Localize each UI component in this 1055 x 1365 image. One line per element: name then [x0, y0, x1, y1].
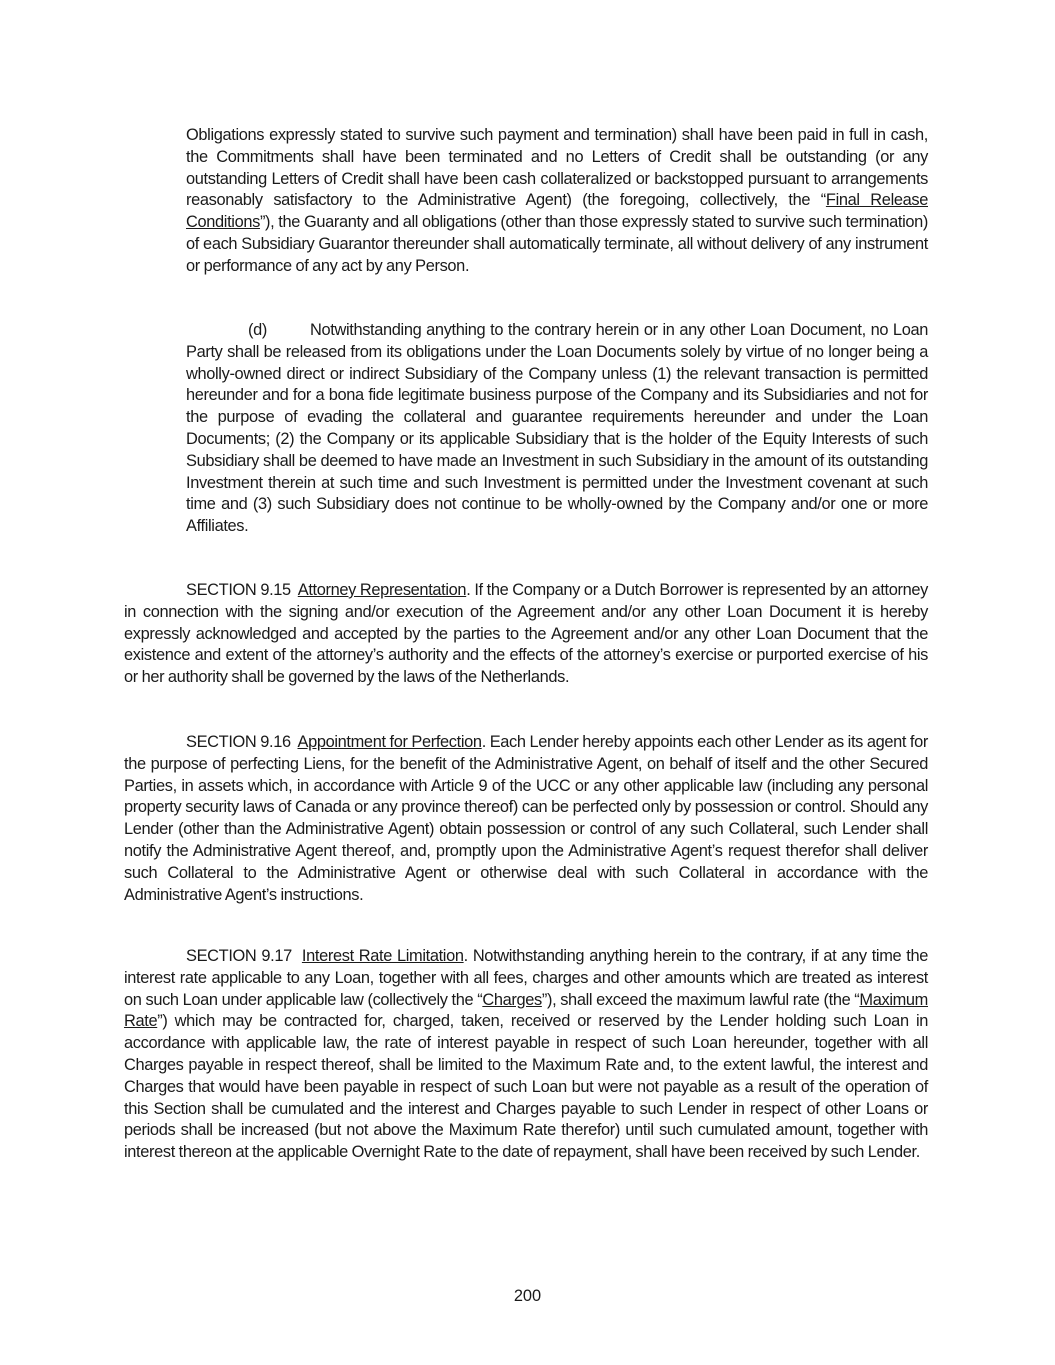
- paragraph-d-text: Notwithstanding anything to the contrary herein or in any other Loan Document, no Loan Party shall be released from its obligations under the Loan Documents solely by virtue of no longer being a wholly-owned direct or indirect Subsidiary of the Company unless (1) the relevant transaction is permitted hereunder and for a bona fide legitimate business purpose of the Company and its Subsidiaries and not for the purpose of evading the collateral and guarantee requirements hereunder and under the Loan Documents; (2) the Company or its applicable Subsidiary that is the holder of the Equity Interests of such Subsidiary shall be deemed to have made an Investment in such Subsidiary in the amount of its outstanding Investment therein at such time and such Investment is permitted under the Investment covenant at such time and (3) such Subsidiary does not continue to be wholly-owned by the Company and/or one or more Affiliates.: [186, 321, 928, 536]
- section-9-16-text: . Each Lender hereby appoints each other Lender as its agent for the purpose of perfecting Liens, for the benefit of the Administrative Agent, on behalf of itself and the other Secured Parties, in assets which, in accordance with Article 9 of the UCC or any other applicable law (including any personal property security laws of Canada or any province thereof) can be perfected only by possession or control. Should any Lender (other than the Administrative Agent) obtain possession or control of any such Collateral, such Lender shall notify the Administrative Agent thereof, and, promptly upon the Administrative Agent’s request therefor shall deliver such Collateral to the Administrative Agent or otherwise deal with such Collateral in accordance with the Administrative Agent’s instructions.: [124, 733, 928, 904]
- defined-term-charges: Charges: [482, 990, 542, 1009]
- section-9-16-heading: Appointment for Perfection: [297, 733, 482, 751]
- section-9-16: [124, 732, 928, 906]
- section-9-17-heading: Interest Rate Limitation: [301, 947, 464, 965]
- section-9-16-number: SECTION 9.16: [186, 733, 291, 751]
- paragraph-d: [186, 320, 928, 538]
- section-9-15-text: . If the Company or a Dutch Borrower is represented by an attorney in connection with the signing and/or execution of the Agreement and/or any other Loan Document it is hereby expressly acknowledged and accepted by the parties to the Agreement and/or any other Loan Document that the existence and extent of the attorney’s authority and the effects of the attorney’s exercise or purported exercise of his or her authority shall be governed by the laws of the Netherlands.: [124, 581, 928, 687]
- paragraph-c-text-part1: Obligations expressly stated to survive such payment and termination) shall have been paid in full in cash, the Commitments shall have been terminated and no Letters of Credit shall be outstanding (or any outstanding Letters of Credit shall have been cash collateralized or backstopped pursuant to arrangements reasonably satisfactory to the Administrative Agent) (the foregoing, collectively, the “: [186, 126, 928, 210]
- section-9-17-text-2: ”), shall exceed the maximum lawful rate (the “: [541, 990, 860, 1009]
- paragraph-c-continuation: [186, 125, 928, 278]
- paragraph-c-text-part2: ”), the Guaranty and all obligations (other than those expressly stated to survive such termination) of each Subsidiary Guarantor thereunder shall automatically terminate, all without delivery of any instrument or performance of any act by any Person.: [186, 213, 928, 275]
- section-9-17-text-3: ”) which may be contracted for, charged, taken, received or reserved by the Lender holding such Loan in accordance with applicable law, the rate of interest payable in respect of such Loan hereunder, together with all Charges payable in respect thereof, shall be limited to the Maximum Rate and, to the extent lawful, the interest and Charges that would have been payable in respect of such Loan but were not payable as a result of the operation of this Section shall be cumulated and the interest and Charges payable to such Lender in respect of other Loans or periods shall be increased (but not above the Maximum Rate therefor) until such cumulated amount, together with interest thereon at the applicable Overnight Rate to the date of repayment, shall have been received by such Lender.: [124, 1012, 928, 1162]
- defined-term-final-release-conditions: Final Release Conditions: [186, 191, 928, 232]
- section-9-15-heading: Attorney Representation: [297, 581, 467, 599]
- section-9-15-number: SECTION 9.15: [186, 581, 291, 599]
- section-9-15: [124, 580, 928, 689]
- paragraph-d-label: (d): [248, 321, 267, 339]
- page-number: 200: [513, 1287, 542, 1305]
- section-9-17-number: SECTION 9.17: [186, 947, 292, 965]
- defined-term-maximum-rate: Maximum Rate: [124, 990, 928, 1031]
- section-9-17-text-1: . Notwithstanding anything herein to the contrary, if at any time the interest rate applicable to any Loan, together with all fees, charges and other amounts which are treated as interest on such Loan under applicable law (collectively the “: [124, 947, 928, 1009]
- section-9-17: [124, 946, 928, 1164]
